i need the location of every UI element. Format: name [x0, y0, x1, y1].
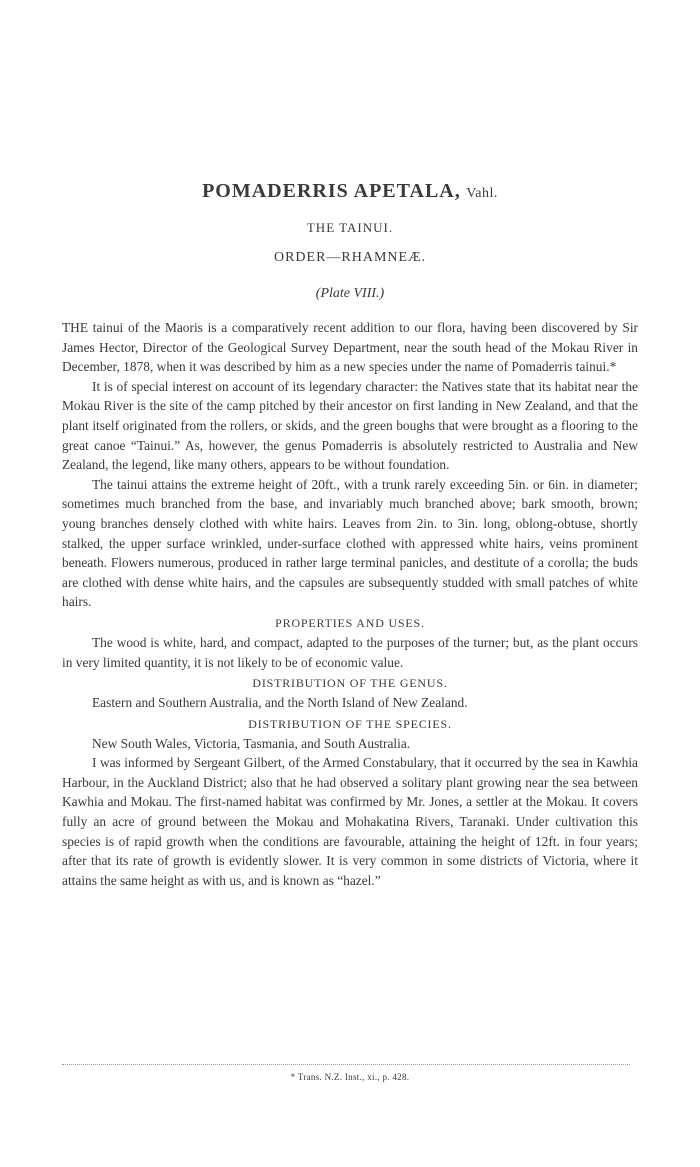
- plate-reference: (Plate VIII.): [315, 286, 385, 301]
- genus-distribution-heading: DISTRIBUTION OF THE GENUS.: [252, 676, 448, 691]
- genus-distribution-paragraph: Eastern and Southern Australia, and the North Island of New Zealand.: [92, 695, 468, 711]
- common-name: THE TAINUI.: [306, 220, 394, 235]
- species-distribution-paragraph-2: I was informed by Sergeant Gilbert, of the Armed Constabulary, that it occurred by the sea in Kawhia Harbour, in the Auckland District; also that he had observed a solitary plant growing near the sea between Kawhia and Mokau. The first-named habitat was confirmed by Mr. Jones, a settler at the Mokau. It covers fully an acre of ground between the Mokau and Mohakatina Rivers, Taranaki. Under cultivation this species is of rapid growth when the conditions are favourable, attaining the height of 12ft. in four years; after that its rate of growth is evidently slower. It is very common in some districts of Victoria, where it attains the same height as with us, and is known as “hazel.”: [62, 755, 638, 888]
- species-author: Vahl.: [466, 186, 498, 201]
- species-name: POMADERRIS APETALA,: [202, 180, 461, 202]
- intro-paragraph: THE tainui of the Maoris is a comparatively recent addition to our flora, having been discovered by Sir James Hector, Director of the Geological Survey Department, near the south head of the Mokau River in December, 1878, when it was described by him as a new species under the name of Pomaderris tainui.*: [62, 320, 638, 375]
- footnote-divider: [62, 1064, 630, 1065]
- description-paragraph: The tainui attains the extreme height of 20ft., with a trunk rarely exceeding 5in. or 6in. in diameter; sometimes much branched from the base, and invariably much branched above; bark smooth, brown; young branches densely clothed with white hairs. Leaves from 2in. to 3in. long, oblong-obtuse, shortly stalked, the upper surface wrinkled, under-surface clothed with appressed white hairs, veins prominent beneath. Flowers numerous, produced in rather large terminal panicles, and destitute of a corolla; the buds are clothed with dense white hairs, and the capsules are subsequently studded with small patches of white hairs.: [62, 476, 638, 610]
- page-title: [0, 180, 700, 203]
- order-line: ORDER—RHAMNEÆ.: [273, 250, 427, 265]
- footnote: * Trans. N.Z. Inst., xi., p. 428.: [290, 1072, 410, 1082]
- species-distribution-paragraph-1: New South Wales, Victoria, Tasmania, and South Australia.: [92, 735, 411, 751]
- species-distribution-heading: DISTRIBUTION OF THE SPECIES.: [248, 716, 452, 731]
- properties-heading: PROPERTIES AND USES.: [275, 615, 425, 630]
- article-body: [62, 318, 638, 890]
- properties-paragraph: The wood is white, hard, and compact, adapted to the purposes of the turner; but, as the plant occurs in very limited quantity, it is not likely to be of economic value.: [62, 634, 638, 670]
- legend-paragraph: It is of special interest on account of its legendary character: the Natives state that its habitat near the Mokau River is the site of the camp pitched by their ancestor on first landing in New Zealand, and that the plant itself originated from the rollers, or skids, and the green boughs that were brought as a flooring to the great canoe “Tainui.” As, however, the genus Pomaderris is absolutely restricted to Australia and New Zealand, the legend, like many others, appears to be without foundation.: [62, 378, 638, 473]
